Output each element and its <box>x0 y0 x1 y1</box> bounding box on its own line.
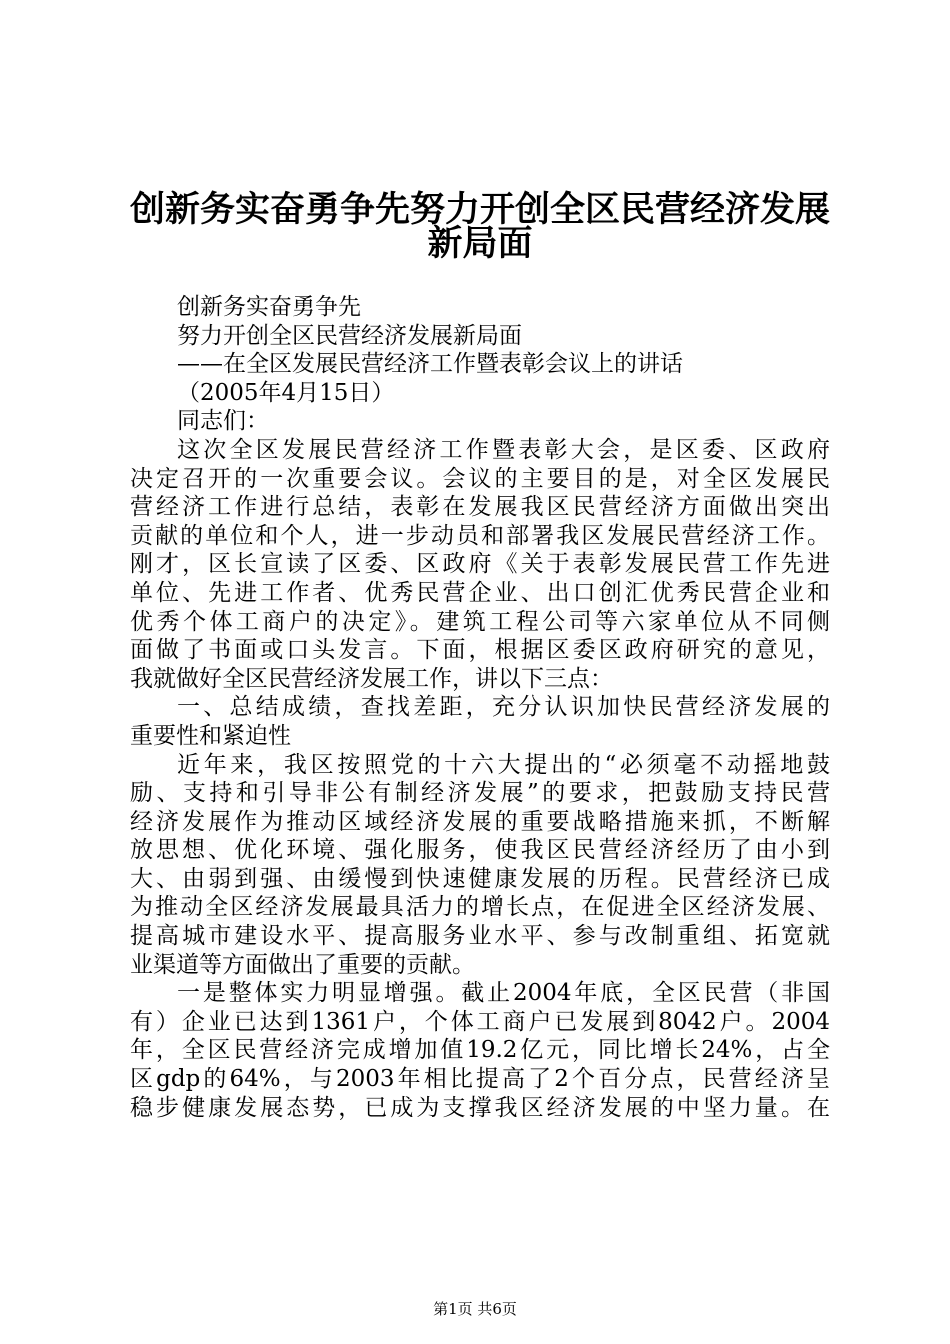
document-title-line-2: 新局面 <box>427 223 533 264</box>
page-footer: 第1页 共6页 <box>433 1300 517 1318</box>
body-line: 稳步健康发展态势，已成为支撑我区经济发展的中坚力量。在 <box>130 1094 830 1121</box>
body-line: 年，全区民营经济完成增加值19.2亿元，同比增长24%，占全 <box>130 1037 830 1064</box>
body-line: 近年来，我区按照党的十六大提出的“必须毫不动摇地鼓 <box>177 751 830 778</box>
body-line: 大、由弱到强、由缓慢到快速健康发展的历程。民营经济已成 <box>130 865 830 892</box>
body-line: 同志们： <box>177 408 269 435</box>
body-line: 为推动全区经济发展最具活力的增长点，在促进全区经济发展、 <box>130 894 830 921</box>
body-line: 励、支持和引导非公有制经济发展”的要求，把鼓励支持民营 <box>130 780 830 807</box>
body-line: 放思想、优化环境、强化服务，使我区民营经济经历了由小到 <box>130 837 830 864</box>
body-line: 决定召开的一次重要会议。会议的主要目的是，对全区发展民 <box>130 465 830 492</box>
body-line: 经济发展作为推动区域经济发展的重要战略措施来抓，不断解 <box>130 808 830 835</box>
body-line: 面做了书面或口头发言。下面，根据区委区政府研究的意见， <box>130 637 830 664</box>
body-line: 单位、先进工作者、优秀民营企业、出口创汇优秀民营企业和 <box>130 579 830 606</box>
body-line: 重要性和紧迫性 <box>130 722 291 749</box>
document-title-line-1: 创新务实奋勇争先努力开创全区民营经济发展 <box>129 189 830 230</box>
body-line: 一是整体实力明显增强。截止2004年底，全区民营（非国 <box>177 980 830 1007</box>
body-line: 这次全区发展民营经济工作暨表彰大会，是区委、区政府 <box>177 436 830 463</box>
body-line: 区gdp的64%，与2003年相比提高了2个百分点，民营经济呈 <box>130 1066 830 1093</box>
body-line: 创新务实奋勇争先 <box>177 294 361 320</box>
body-line: ——在全区发展民营经济工作暨表彰会议上的讲话 <box>177 351 683 378</box>
body-line: 贡献的单位和个人，进一步动员和部署我区发展民营经济工作。 <box>130 522 830 549</box>
body-line: 我就做好全区民营经济发展工作，讲以下三点： <box>130 665 613 692</box>
body-line: 优秀个体工商户的决定》。建筑工程公司等六家单位从不同侧 <box>130 608 830 635</box>
body-line: 营经济工作进行总结，表彰在发展我区民营经济方面做出突出 <box>130 494 830 521</box>
document-body <box>130 293 830 1122</box>
body-line: 刚才，区长宣读了区委、区政府《关于表彰发展民营工作先进 <box>130 551 830 578</box>
body-line: 提高城市建设水平、提高服务业水平、参与改制重组、拓宽就 <box>130 923 830 950</box>
body-line: 一、总结成绩，查找差距，充分认识加快民营经济发展的 <box>177 694 830 721</box>
body-line: （2005年4月15日） <box>177 379 395 406</box>
body-line: 努力开创全区民营经济发展新局面 <box>177 322 522 349</box>
body-line: 有）企业已达到1361户，个体工商户已发展到8042户。2004 <box>130 1008 830 1035</box>
body-line: 业渠道等方面做出了重要的贡献。 <box>130 951 475 978</box>
